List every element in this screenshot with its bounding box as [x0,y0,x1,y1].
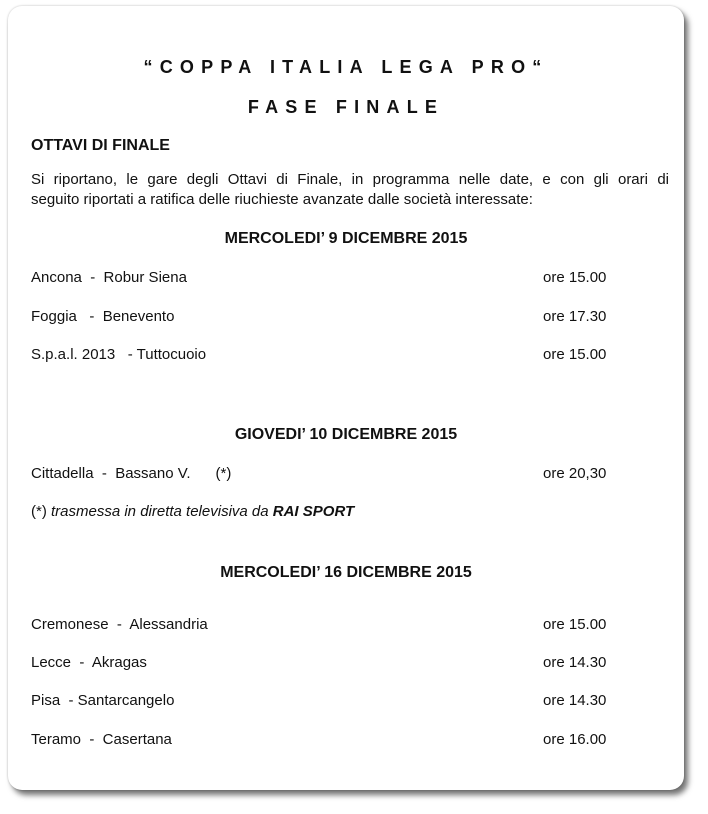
intro-line: Si riportano, le gare degli Ottavi di Finale, in programma nelle date, e con gli orari di [31,171,669,188]
day-heading: MERCOLEDI’ 9 DICEMBRE 2015 [224,230,468,247]
match-teams: S.p.a.l. 2013 - Tuttocuoio [31,346,207,363]
document-page [8,6,684,790]
intro-paragraph [31,170,669,210]
match-time: ore 14.30 [543,654,607,671]
day-heading: MERCOLEDI’ 16 DICEMBRE 2015 [220,564,472,581]
section-heading: OTTAVI DI FINALE [31,137,170,154]
note-text: trasmessa in diretta televisiva da [51,503,273,520]
match-teams: Teramo - Casertana [31,731,172,748]
note-marker: (*) [31,503,51,520]
match-time: ore 15.00 [543,346,607,363]
match-time: ore 20,30 [543,465,607,482]
match-teams: Ancona - Robur Siena [31,269,187,286]
document-title: “COPPA ITALIA LEGA PRO“ [143,57,549,77]
match-time: ore 17.30 [543,308,607,325]
match-teams: Cittadella - Bassano V. (*) [31,465,232,482]
match-teams: Pisa - Santarcangelo [31,692,175,709]
intro-line: seguito riportati a ratifica delle riuchieste avanzate dalle società interessate: [31,191,533,208]
match-time: ore 15.00 [543,269,607,286]
match-teams: Foggia - Benevento [31,308,175,325]
match-teams: Lecce - Akragas [31,654,147,671]
broadcast-note [31,503,354,520]
match-teams: Cremonese - Alessandria [31,616,208,633]
match-time: ore 16.00 [543,731,607,748]
day-heading: GIOVEDI’ 10 DICEMBRE 2015 [234,426,458,443]
broadcaster-name: RAI SPORT [272,503,355,520]
document-subtitle: FASE FINALE [247,97,445,117]
match-time: ore 15.00 [543,616,607,633]
match-time: ore 14.30 [543,692,607,709]
